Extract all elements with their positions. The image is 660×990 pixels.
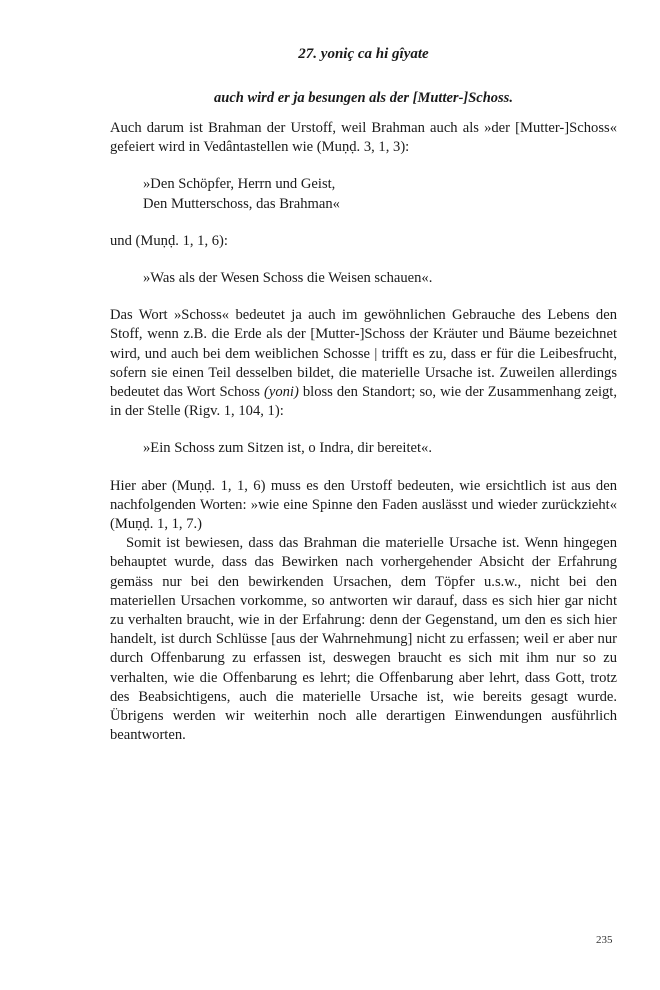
paragraph-2: und (Muṇḍ. 1, 1, 6): — [110, 232, 228, 249]
quote-2: »Was als der Wesen Schoss die Weisen schauen«. — [143, 270, 433, 287]
paragraph-1: Auch darum ist Brahman der Urstoff, weil Brahman auch als »der [Mutter-]Schoss« gefeiert wird in Vedântastellen wie (Muṇḍ. 3, 1, 3): — [110, 120, 617, 156]
paragraph-5: Somit ist bewiesen, dass das Brahman die materielle Ursache ist. Wenn hingegen behauptet wurde, dass das Bewirken nach vorhergehender Absicht der Erfahrung gemäss nur bei den bewirkenden Ursachen, dem Töpfer u.s.w., nicht bei den materiellen Ursachen vorkomme, so antworten wir darauf, dass es sich hier gar nicht zu verhalten braucht, wie in der Erfahrung: denn der Gegenstand, um den es sich hier handelt, ist durch Schlüsse [aus der Wahrnehmung] nicht zu erfassen; weil er aber nur durch Offenbarung zu erfassen ist, deswegen braucht es sich mit ihm nur so zu verhalten, wie die Offenbarung es lehrt; die Offenbarung aber lehrt, dass Gott, trotz des Beabsichtigens, auch die materielle Ursache ist, wie bereits gesagt wurde. Übrigens werden wir weiterhin noch alle derartigen Einwendungen ausführlich beantworten. — [110, 535, 617, 744]
quote-1-line-2: Den Mutterschoss, das Brahman« — [143, 195, 340, 212]
section-title: 27. yoniç ca hi gîyate — [298, 46, 429, 62]
section-subtitle: auch wird er ja besungen als der [Mutter-]Schoss. — [214, 90, 513, 106]
quote-3: »Ein Schoss zum Sitzen ist, o Indra, dir bereitet«. — [143, 440, 432, 457]
paragraph-3 — [110, 306, 617, 421]
quote-1-line-1: »Den Schöpfer, Herrn und Geist, — [143, 176, 336, 193]
page-content — [110, 44, 617, 745]
paragraph-3-italic: (yoni) — [264, 384, 299, 401]
paragraph-3-part-2: bloss den Standort; so, wie der Zusammenhang zeigt, in der Stelle (Rigv. 1, 104, 1): — [110, 384, 617, 420]
paragraph-4: Hier aber (Muṇḍ. 1, 1, 6) muss es den Urstoff bedeuten, wie ersichtlich ist aus den nachfolgenden Worten: »wie eine Spinne den Faden auslässt und wieder zurückzieht« (Muṇḍ. 1, 1, 7.) — [110, 477, 617, 533]
page-number: 235 — [596, 934, 613, 946]
paragraph-3-part-1: Das Wort »Schoss« bedeutet ja auch im gewöhnlichen Gebrauche des Lebens den Stoff, wenn z.B. die Erde als der [Mutter-]Schoss der Kräuter und Bäume bezeichnet wird, und auch bei dem weiblichen Schosse | trifft es zu, dass er für die Leibesfrucht, sofern sie einen Teil desselben bildet, die materielle Ursache ist. Zuweilen allerdings bedeutet das Wort Schoss — [110, 307, 617, 401]
